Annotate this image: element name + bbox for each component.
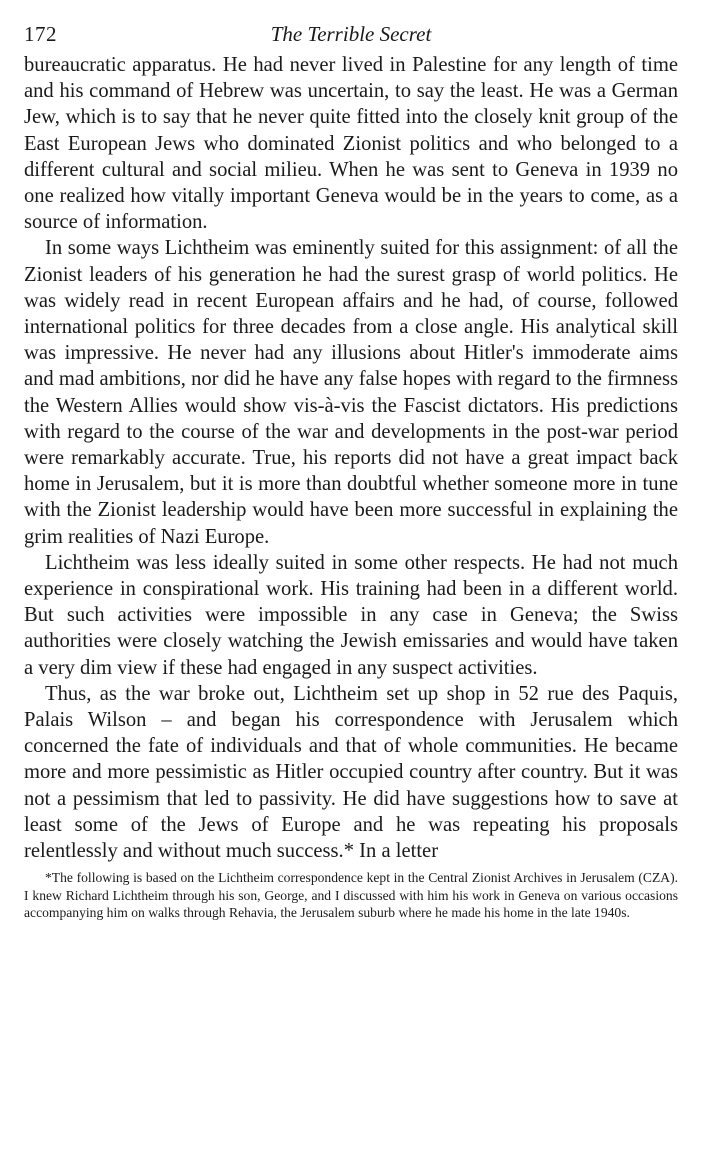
book-page [24,22,678,922]
paragraph-lichtheim-limitations: Lichtheim was less ideally suited in some other respects. He had not much experience in conspirational work. His training had been in a different world. But such activities were impossible in any case in Geneva; the Swiss authorities were closely watching the Jewish emissaries and would have taken a very dim view if these had engaged in any suspect activities. [24,551,678,679]
paragraph-lichtheim-suitability: In some ways Lichtheim was eminently suited for this assignment: of all the Zionist leaders of his generation he had the surest grasp of world politics. He was widely read in recent European affairs and he had, of course, followed international politics for three decades from a close angle. His analytical skill was impressive. He never had any illusions about Hitler's immoderate aims and mad ambitions, nor did he have any false hopes with regard to the firmness the Western Allies would show vis-à-vis the Fascist dictators. His predictions with regard to the course of the war and developments in the post-war period were remarkably accurate. True, his reports did not have a great impact back home in Jerusalem, but it is more than doubtful whether someone more in tune with the Zionist leadership would have been more successful in explaining the grim realities of Nazi Europe. [24,237,678,548]
running-title: The Terrible Secret [270,22,432,46]
footnote: *The following is based on the Lichtheim correspondence kept in the Central Zionist Archives in Jerusalem (CZA). I knew Richard Lichtheim through his son, George, and I discussed with him his work in Geneva on various occasions accompanying him on walks through Rehavia, the Jerusalem suburb where he made his home in the late 1940s. [24,870,678,921]
body-text [24,52,678,864]
paragraph-geneva-correspondence: Thus, as the war broke out, Lichtheim set up shop in 52 rue des Paquis, Palais Wilson – and began his correspondence with Jerusalem which concerned the fate of individuals and that of whole communities. He became more and more pessimistic as Hitler occupied country after country. But it was not a pessimism that led to passivity. He did have suggestions how to save at least some of the Jews of Europe and he was repeating his proposals relentlessly and without much success.* In a letter [24,682,678,863]
page-number: 172 [24,22,57,46]
paragraph-continuation: bureaucratic apparatus. He had never lived in Palestine for any length of time and his command of Hebrew was uncertain, to say the least. He was a German Jew, which is to say that he never quite fitted into the closely knit group of the East European Jews who dominated Zionist politics and who belonged to a different cultural and social milieu. When he was sent to Geneva in 1939 no one realized how vitally important Geneva would be in the years to come, as a source of information. [24,54,678,234]
running-head [24,22,678,50]
